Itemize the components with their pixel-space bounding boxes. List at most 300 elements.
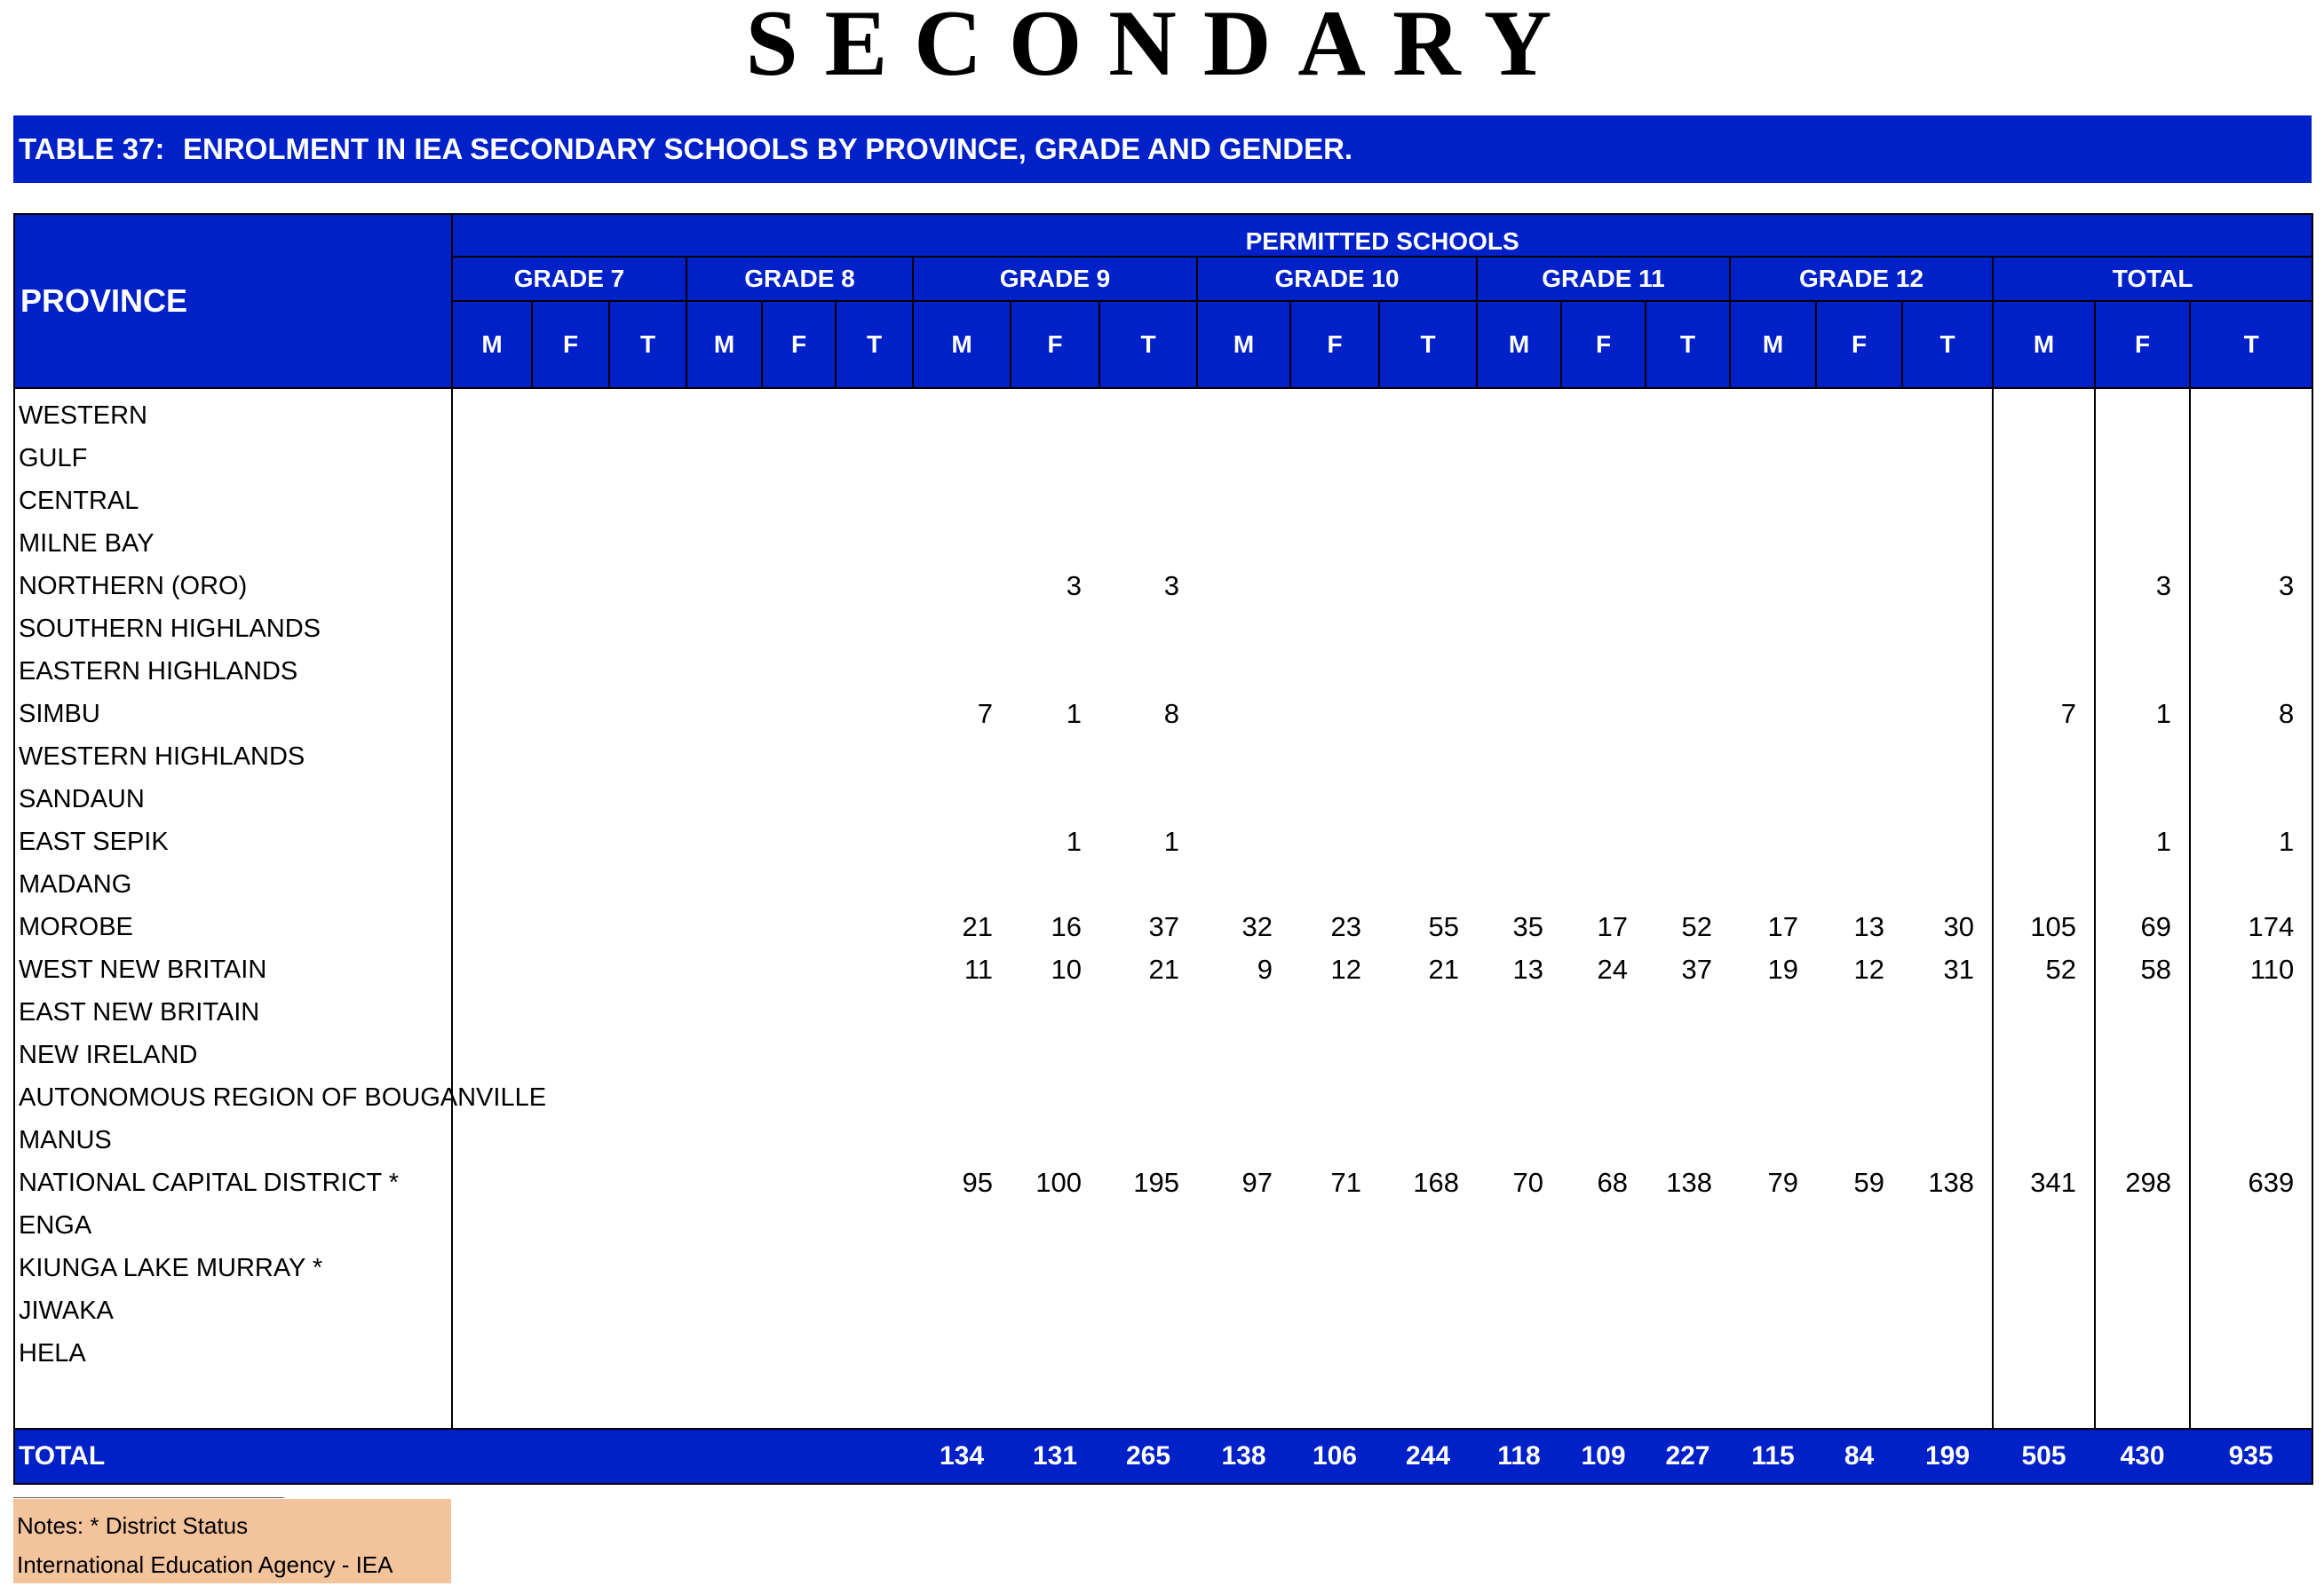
value-cell	[609, 991, 686, 1034]
value-cell	[686, 522, 762, 565]
value-cell	[1379, 1034, 1477, 1076]
value-cell	[1902, 565, 1993, 607]
province-cell: GULF	[14, 437, 452, 480]
value-cell	[762, 1034, 836, 1076]
value-cell: 639	[2190, 1162, 2312, 1204]
value-cell	[1290, 1247, 1379, 1289]
value-cell: 1	[1163, 826, 1179, 857]
value-cell	[1561, 522, 1646, 565]
grade-header: TOTAL	[1993, 257, 2312, 301]
total-row	[14, 1429, 2312, 1484]
value-cell	[2095, 778, 2190, 821]
gender-header: F	[2095, 301, 2190, 388]
value-cell	[609, 437, 686, 480]
value-cell	[1993, 735, 2095, 778]
value-cell	[686, 1119, 762, 1162]
value-cell	[1379, 821, 1477, 863]
total-cell: 106	[1290, 1429, 1379, 1484]
value-cell	[1902, 480, 1993, 522]
value-cell	[452, 1034, 532, 1076]
gender-header: F	[532, 301, 609, 388]
value-cell	[913, 1034, 1011, 1076]
value-cell	[1902, 650, 1993, 693]
value-cell	[1477, 735, 1561, 778]
value-cell	[452, 1162, 532, 1204]
value-cell	[2095, 388, 2190, 437]
value-cell	[1646, 778, 1730, 821]
total-cell: 935	[2190, 1429, 2312, 1484]
value-cell	[1379, 1247, 1477, 1289]
value-cell	[452, 437, 532, 480]
value-cell	[686, 1162, 762, 1204]
value-cell	[1902, 1204, 1993, 1247]
value-cell: 24	[1597, 954, 1628, 985]
value-cell	[452, 1119, 532, 1162]
value-cell	[532, 906, 609, 948]
value-cell	[1197, 693, 1290, 735]
value-cell	[2095, 1204, 2190, 1247]
value-cell	[452, 1204, 532, 1247]
value-cell	[2190, 480, 2312, 522]
value-cell	[1730, 991, 1816, 1034]
value-cell	[1646, 735, 1730, 778]
grade-header: GRADE 8	[686, 257, 913, 301]
value-cell	[2095, 735, 2190, 778]
value-cell	[609, 1289, 686, 1332]
value-cell: 21	[1428, 954, 1459, 985]
value-cell	[1477, 565, 1561, 607]
value-cell	[1197, 778, 1290, 821]
value-cell	[609, 693, 686, 735]
table-row	[14, 1247, 2312, 1289]
value-cell	[2190, 735, 2312, 778]
value-cell: 174	[2190, 906, 2312, 948]
province-cell: WESTERN HIGHLANDS	[14, 735, 452, 778]
value-cell	[1099, 1332, 1197, 1375]
value-cell	[1099, 650, 1197, 693]
value-cell	[1816, 388, 1902, 437]
gender-header: T	[1902, 301, 1993, 388]
value-cell	[1379, 735, 1477, 778]
spacer-cell	[609, 1375, 686, 1429]
value-cell: 37	[1681, 954, 1712, 985]
value-cell	[1561, 693, 1646, 735]
gender-header: M	[913, 301, 1011, 388]
value-cell	[1011, 1289, 1099, 1332]
value-cell	[1477, 1289, 1561, 1332]
value-cell	[1197, 437, 1290, 480]
value-cell	[1816, 1247, 1902, 1289]
table-row	[14, 821, 2312, 863]
value-cell	[532, 1204, 609, 1247]
province-header: PROVINCE	[14, 214, 452, 388]
value-cell	[686, 991, 762, 1034]
value-cell	[1561, 735, 1646, 778]
value-cell	[913, 1247, 1011, 1289]
value-cell	[1379, 1076, 1477, 1119]
value-cell	[1816, 1289, 1902, 1332]
value-cell	[452, 388, 532, 437]
value-cell: 195	[1133, 1167, 1179, 1198]
value-cell	[2190, 650, 2312, 693]
value-cell: 100	[1035, 1167, 1082, 1198]
value-cell	[1197, 480, 1290, 522]
total-cell	[686, 1429, 762, 1484]
value-cell	[1379, 565, 1477, 607]
value-cell: 16	[1051, 911, 1082, 942]
value-cell	[1099, 437, 1197, 480]
value-cell	[1730, 1289, 1816, 1332]
value-cell	[1993, 1119, 2095, 1162]
value-cell	[1011, 480, 1099, 522]
value-cell	[1902, 778, 1993, 821]
value-cell	[532, 1119, 609, 1162]
value-cell	[1561, 607, 1646, 650]
total-label: TOTAL	[14, 1429, 452, 1484]
value-cell	[2095, 1289, 2190, 1332]
value-cell	[762, 437, 836, 480]
value-cell	[762, 1247, 836, 1289]
value-cell	[686, 607, 762, 650]
value-cell	[452, 1332, 532, 1375]
value-cell	[1197, 821, 1290, 863]
value-cell	[452, 821, 532, 863]
province-cell: EASTERN HIGHLANDS	[14, 650, 452, 693]
value-cell: 3	[1163, 570, 1179, 601]
total-cell: 430	[2095, 1429, 2190, 1484]
value-cell	[836, 735, 913, 778]
value-cell: 1	[2095, 693, 2190, 735]
value-cell	[1646, 388, 1730, 437]
value-cell	[686, 735, 762, 778]
value-cell	[1379, 1119, 1477, 1162]
table-row	[14, 565, 2312, 607]
value-cell	[1902, 693, 1993, 735]
table-header	[14, 214, 2312, 388]
province-cell: MOROBE	[14, 906, 452, 948]
table-row	[14, 437, 2312, 480]
province-cell: NEW IRELAND	[14, 1034, 452, 1076]
value-cell: 8	[1163, 698, 1179, 729]
value-cell	[1902, 1247, 1993, 1289]
value-cell	[1646, 437, 1730, 480]
value-cell	[686, 1204, 762, 1247]
value-cell	[452, 480, 532, 522]
value-cell	[1561, 863, 1646, 906]
value-cell	[1197, 522, 1290, 565]
value-cell	[913, 607, 1011, 650]
value-cell	[1290, 863, 1379, 906]
value-cell	[2190, 1034, 2312, 1076]
value-cell	[452, 522, 532, 565]
gender-header: F	[1816, 301, 1902, 388]
value-cell	[1561, 565, 1646, 607]
total-cell: 131	[1011, 1429, 1099, 1484]
value-cell	[1561, 1076, 1646, 1119]
province-cell: SANDAUN	[14, 778, 452, 821]
value-cell	[1646, 1332, 1730, 1375]
value-cell	[1730, 388, 1816, 437]
value-cell	[1379, 863, 1477, 906]
value-cell	[1816, 650, 1902, 693]
value-cell	[1816, 693, 1902, 735]
value-cell	[1379, 1204, 1477, 1247]
value-cell	[1730, 1247, 1816, 1289]
value-cell	[1993, 607, 2095, 650]
value-cell	[1993, 778, 2095, 821]
value-cell: 13	[1512, 954, 1543, 985]
value-cell	[686, 388, 762, 437]
value-cell	[686, 437, 762, 480]
value-cell	[532, 388, 609, 437]
value-cell	[1290, 1332, 1379, 1375]
value-cell	[1011, 1076, 1099, 1119]
value-cell	[532, 650, 609, 693]
value-cell	[1561, 1289, 1646, 1332]
value-cell	[609, 821, 686, 863]
value-cell	[836, 607, 913, 650]
value-cell	[1290, 1076, 1379, 1119]
gender-header: T	[1379, 301, 1477, 388]
value-cell	[686, 906, 762, 948]
province-cell: NATIONAL CAPITAL DISTRICT *	[14, 1162, 452, 1204]
value-cell	[1730, 693, 1816, 735]
value-cell: 11	[964, 954, 993, 985]
table-number: TABLE 37:	[19, 132, 165, 165]
value-cell	[1099, 991, 1197, 1034]
value-cell	[762, 778, 836, 821]
value-cell	[1646, 522, 1730, 565]
table-row	[14, 1076, 2312, 1119]
value-cell	[1099, 1289, 1197, 1332]
value-cell	[686, 778, 762, 821]
value-cell	[532, 522, 609, 565]
value-cell	[1993, 1204, 2095, 1247]
value-cell	[913, 388, 1011, 437]
total-cell: 227	[1646, 1429, 1730, 1484]
value-cell	[1902, 1119, 1993, 1162]
value-cell	[452, 735, 532, 778]
value-cell	[1993, 522, 2095, 565]
value-cell	[1646, 821, 1730, 863]
gender-header: F	[1290, 301, 1379, 388]
value-cell	[1099, 1204, 1197, 1247]
value-cell	[1197, 388, 1290, 437]
value-cell	[2095, 480, 2190, 522]
value-cell: 95	[962, 1167, 993, 1198]
value-cell	[609, 650, 686, 693]
value-cell	[452, 1289, 532, 1332]
value-cell	[2095, 607, 2190, 650]
value-cell	[1290, 778, 1379, 821]
value-cell: 55	[1428, 911, 1459, 942]
province-cell: MADANG	[14, 863, 452, 906]
value-cell	[836, 991, 913, 1034]
value-cell	[1730, 735, 1816, 778]
value-cell: 3	[2190, 565, 2312, 607]
value-cell: 298	[2095, 1162, 2190, 1204]
value-cell	[1816, 1076, 1902, 1119]
value-cell	[1197, 1289, 1290, 1332]
value-cell	[2095, 1332, 2190, 1375]
value-cell	[1816, 565, 1902, 607]
value-cell	[686, 565, 762, 607]
value-cell	[532, 778, 609, 821]
value-cell	[1730, 1076, 1816, 1119]
notes-divider	[13, 1497, 284, 1498]
value-cell	[762, 565, 836, 607]
value-cell	[1646, 863, 1730, 906]
value-cell	[836, 693, 913, 735]
spacer-cell	[532, 1375, 609, 1429]
spacer-cell	[1730, 1375, 1816, 1429]
value-cell	[1379, 1332, 1477, 1375]
province-cell: KIUNGA LAKE MURRAY *	[14, 1247, 452, 1289]
table-row	[14, 735, 2312, 778]
value-cell: 35	[1512, 911, 1543, 942]
value-cell	[686, 650, 762, 693]
value-cell: 1	[1066, 826, 1082, 857]
value-cell: 3	[1066, 570, 1082, 601]
value-cell	[1816, 778, 1902, 821]
value-cell	[609, 778, 686, 821]
value-cell	[913, 1119, 1011, 1162]
value-cell	[762, 735, 836, 778]
value-cell	[1646, 1204, 1730, 1247]
value-cell	[1099, 778, 1197, 821]
value-cell	[2095, 1076, 2190, 1119]
value-cell	[532, 991, 609, 1034]
value-cell	[686, 1076, 762, 1119]
table-row	[14, 388, 2312, 437]
value-cell	[1011, 437, 1099, 480]
value-cell	[1993, 1034, 2095, 1076]
value-cell	[1477, 821, 1561, 863]
value-cell: 105	[1993, 906, 2095, 948]
table-row	[14, 991, 2312, 1034]
table-row	[14, 863, 2312, 906]
value-cell	[1290, 693, 1379, 735]
value-cell	[1730, 1204, 1816, 1247]
value-cell	[532, 1034, 609, 1076]
value-cell: 21	[962, 911, 993, 942]
value-cell	[452, 650, 532, 693]
value-cell	[532, 565, 609, 607]
value-cell	[1561, 1204, 1646, 1247]
value-cell	[1011, 1247, 1099, 1289]
value-cell	[762, 522, 836, 565]
total-cell	[532, 1429, 609, 1484]
gender-header: M	[1197, 301, 1290, 388]
value-cell	[1290, 821, 1379, 863]
value-cell	[1993, 480, 2095, 522]
value-cell	[609, 1247, 686, 1289]
value-cell: 31	[1943, 954, 1974, 985]
value-cell	[1197, 607, 1290, 650]
value-cell: 17	[1767, 911, 1798, 942]
value-cell	[1290, 1034, 1379, 1076]
province-cell: MANUS	[14, 1119, 452, 1162]
value-cell	[836, 480, 913, 522]
total-cell: 134	[913, 1429, 1011, 1484]
value-cell: 168	[1413, 1167, 1459, 1198]
value-cell	[609, 863, 686, 906]
spacer-cell	[1646, 1375, 1730, 1429]
value-cell	[762, 388, 836, 437]
value-cell	[609, 1332, 686, 1375]
gender-header: M	[1477, 301, 1561, 388]
notes-box	[13, 1499, 451, 1583]
value-cell	[2190, 1289, 2312, 1332]
value-cell	[452, 1247, 532, 1289]
value-cell	[1477, 778, 1561, 821]
value-cell	[532, 948, 609, 991]
spacer-cell	[1197, 1375, 1290, 1429]
value-cell	[1197, 735, 1290, 778]
total-cell: 199	[1902, 1429, 1993, 1484]
value-cell	[1290, 565, 1379, 607]
value-cell	[1816, 607, 1902, 650]
value-cell	[1561, 480, 1646, 522]
value-cell	[609, 906, 686, 948]
spacer-cell	[1290, 1375, 1379, 1429]
value-cell	[1011, 607, 1099, 650]
value-cell	[1902, 522, 1993, 565]
total-cell: 118	[1477, 1429, 1561, 1484]
value-cell	[1993, 1076, 2095, 1119]
gender-header: T	[1646, 301, 1730, 388]
spacer-cell	[1902, 1375, 1993, 1429]
table-row	[14, 522, 2312, 565]
value-cell	[1902, 735, 1993, 778]
value-cell	[452, 906, 532, 948]
value-cell	[1477, 1076, 1561, 1119]
value-cell	[1730, 821, 1816, 863]
value-cell	[1379, 778, 1477, 821]
value-cell	[2190, 607, 2312, 650]
value-cell	[1379, 522, 1477, 565]
value-cell	[1646, 693, 1730, 735]
spacer-cell	[14, 1375, 452, 1429]
value-cell	[1011, 778, 1099, 821]
value-cell: 138	[1928, 1167, 1974, 1198]
value-cell	[1011, 522, 1099, 565]
value-cell	[1730, 607, 1816, 650]
value-cell: 19	[1767, 954, 1798, 985]
value-cell	[1197, 863, 1290, 906]
value-cell	[836, 388, 913, 437]
value-cell	[1561, 437, 1646, 480]
value-cell	[1290, 480, 1379, 522]
value-cell	[1197, 1119, 1290, 1162]
value-cell	[1290, 607, 1379, 650]
value-cell	[1011, 991, 1099, 1034]
value-cell	[913, 1204, 1011, 1247]
value-cell	[1197, 1034, 1290, 1076]
province-cell: CENTRAL	[14, 480, 452, 522]
table-row	[14, 480, 2312, 522]
table-row	[14, 1162, 2312, 1204]
table-body	[14, 388, 2312, 1429]
value-cell	[1646, 1247, 1730, 1289]
value-cell	[1730, 1119, 1816, 1162]
value-cell	[1477, 1119, 1561, 1162]
value-cell	[532, 693, 609, 735]
value-cell	[1379, 607, 1477, 650]
value-cell	[1730, 522, 1816, 565]
spacer-cell	[1477, 1375, 1561, 1429]
value-cell	[1477, 522, 1561, 565]
